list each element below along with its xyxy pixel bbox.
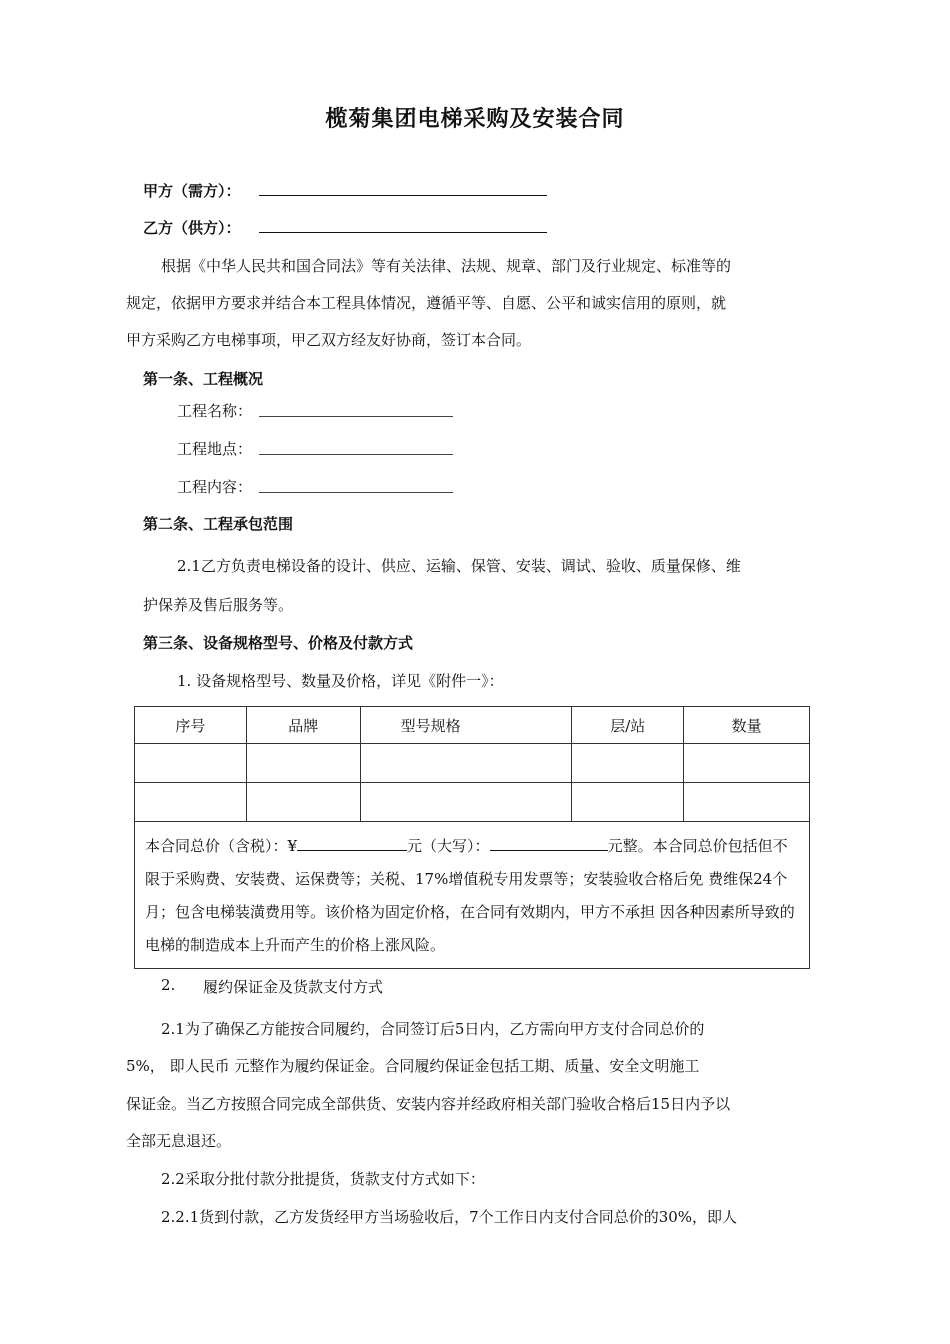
project-location-label: 工程地点： <box>177 440 253 458</box>
party-b-blank[interactable] <box>259 232 547 233</box>
document-title: 榄菊集团电梯采购及安装合同 <box>325 107 625 132</box>
table-cell[interactable] <box>246 744 360 783</box>
col-header-index: 序号 <box>135 707 247 744</box>
price-words-blank[interactable] <box>490 836 608 851</box>
col-header-floors: 层/站 <box>572 707 684 744</box>
clause-2-2: 2.2采取分批付款分批提货，货款支付方式如下： <box>161 1170 485 1188</box>
project-name-blank[interactable] <box>259 416 453 417</box>
article-2-heading: 第二条、工程承包范围 <box>143 515 294 533</box>
table-cell[interactable] <box>360 783 572 822</box>
price-note-part-3: 元整。本合同总价包括但不限于采购费、安装费、运保费等；关税、17%增值税专用发票等；安装验收合格后免 费维保24个月；包含电梯装潢费用等。该价格为固定价格，在合同有效期内，甲方不承担 因各种因素所导致的电梯的制造成本上升而产生的价格上涨风险。 <box>145 837 795 954</box>
clause-2-1-line-1: 2.1为了确保乙方能按合同履约，合同签订后5日内，乙方需向甲方支付合同总价的 <box>161 1020 705 1038</box>
article-3-heading: 第三条、设备规格型号、价格及付款方式 <box>143 634 414 652</box>
project-name-label: 工程名称： <box>177 402 253 420</box>
col-header-brand: 品牌 <box>246 707 360 744</box>
table-row <box>135 744 810 783</box>
table-cell[interactable] <box>684 744 810 783</box>
price-figure-blank[interactable] <box>297 836 407 851</box>
party-a-blank[interactable] <box>259 195 547 196</box>
project-location-blank[interactable] <box>259 454 453 455</box>
preamble-line-1: 根据《中华人民共和国合同法》等有关法律、法规、规章、部门及行业规定、标准等的 <box>161 257 732 275</box>
party-b-label: 乙方（供方）： <box>143 219 241 237</box>
article-3-item-1: 1. 设备规格型号、数量及价格，详见《附件一》： <box>177 672 504 690</box>
preamble-line-2: 规定，依据甲方要求并结合本工程具体情况，遵循平等、自愿、公平和诚实信用的原则，就 <box>126 294 727 312</box>
col-header-model: 型号规格 <box>360 707 572 744</box>
price-note-part-2: 元（大写）： <box>407 837 490 855</box>
article-2-line-2: 护保养及售后服务等。 <box>143 596 294 614</box>
clause-2-1-line-2: 5%， 即人民币 元整作为履约保证金。合同履约保证金包括工期、质量、安全文明施工 <box>126 1057 700 1075</box>
table-cell[interactable] <box>135 744 247 783</box>
item-2-number: 2. <box>161 976 176 994</box>
table-cell[interactable] <box>684 783 810 822</box>
price-note-part-1: 本合同总价（含税）：¥ <box>145 837 298 855</box>
table-cell[interactable] <box>360 744 572 783</box>
party-a-label: 甲方（需方）： <box>143 182 241 200</box>
item-2-title: 履约保证金及货款支付方式 <box>203 978 384 996</box>
equipment-spec-table <box>134 706 810 969</box>
preamble-line-3: 甲方采购乙方电梯事项，甲乙双方经友好协商，签订本合同。 <box>126 331 532 349</box>
total-price-note <box>135 822 810 969</box>
table-cell[interactable] <box>572 783 684 822</box>
clause-2-1-line-3: 保证金。当乙方按照合同完成全部供货、安装内容并经政府相关部门验收合格后15日内予以 <box>126 1095 731 1113</box>
article-2-line-1: 2.1乙方负责电梯设备的设计、供应、运输、保管、安装、调试、验收、质量保修、维 <box>177 557 741 575</box>
article-1-heading: 第一条、工程概况 <box>143 370 264 388</box>
table-cell[interactable] <box>572 744 684 783</box>
table-cell[interactable] <box>246 783 360 822</box>
table-header-row <box>135 707 810 744</box>
col-header-quantity: 数量 <box>684 707 810 744</box>
project-content-label: 工程内容： <box>177 478 253 496</box>
clause-2-1-line-4: 全部无息退还。 <box>126 1132 232 1150</box>
table-note-row <box>135 822 810 969</box>
clause-2-2-1: 2.2.1货到付款，乙方发货经甲方当场验收后，7个工作日内支付合同总价的30%，即人 <box>161 1208 738 1226</box>
project-content-blank[interactable] <box>259 492 453 493</box>
table-row <box>135 783 810 822</box>
table-cell[interactable] <box>135 783 247 822</box>
